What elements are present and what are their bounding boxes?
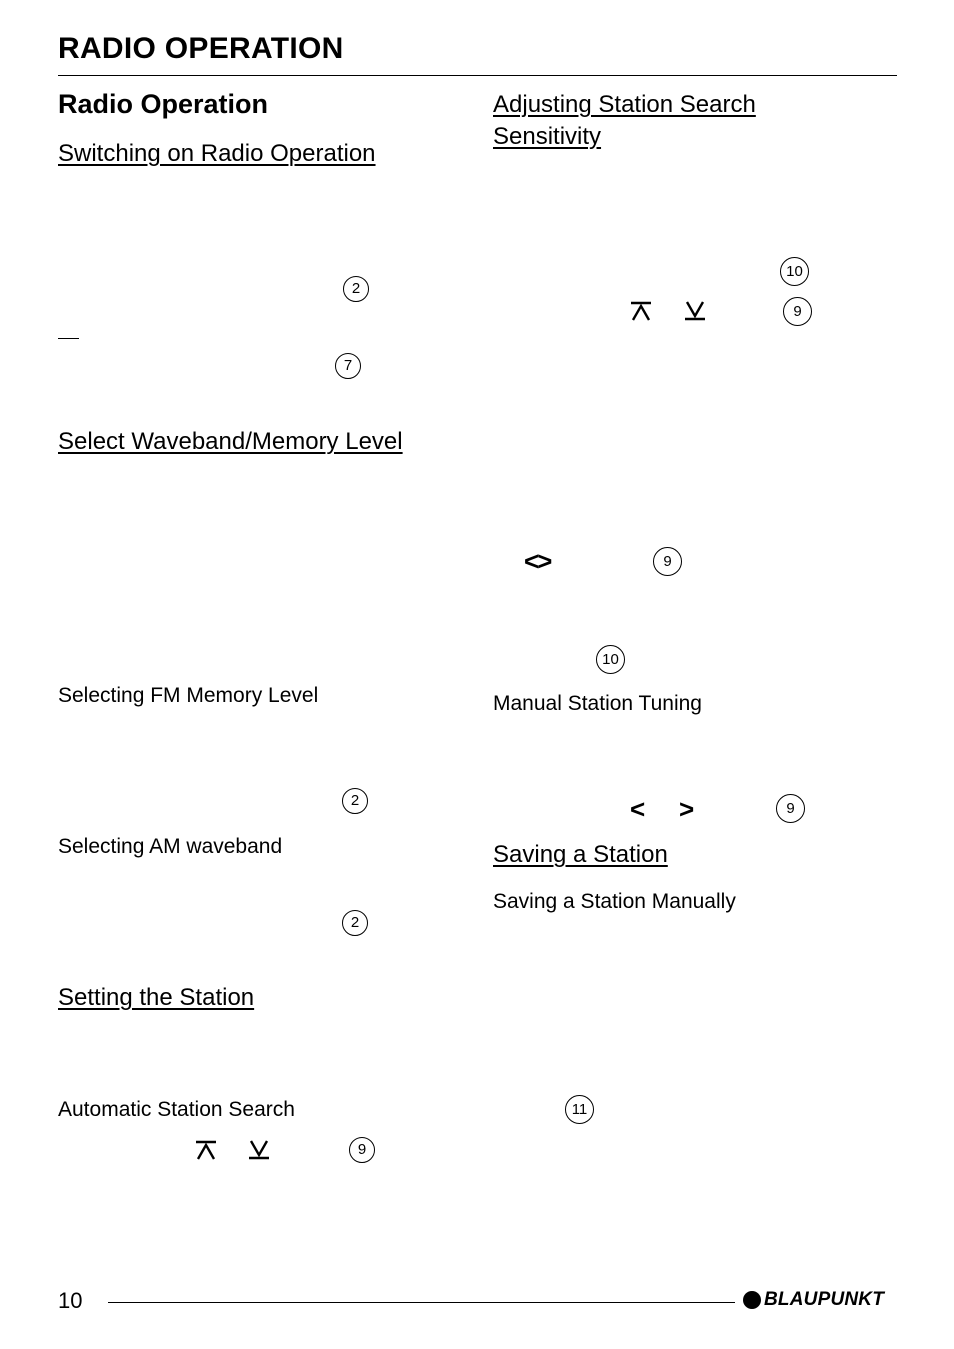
automatic-search-heading: Automatic Station Search: [58, 1098, 295, 1121]
fm-memory-heading: Selecting FM Memory Level: [58, 684, 319, 707]
setting-station-heading: Setting the Station: [58, 984, 255, 1011]
right-arrow-glyph: >: [679, 794, 695, 824]
callout-sensitivity-3: 10: [596, 645, 625, 674]
page-number: 10: [58, 1288, 83, 1313]
am-waveband-heading: Selecting AM waveband: [58, 835, 283, 858]
switching-on-heading: Switching on Radio Operation: [58, 140, 376, 167]
up-arrow-icon: [195, 1140, 217, 1160]
brand-dot-icon: [743, 1291, 761, 1309]
sensitivity-heading: Adjusting Station Search Sensitivity: [493, 91, 756, 150]
saving-station-heading: Saving a Station: [493, 841, 668, 868]
manual-tuning-heading: Manual Station Tuning: [493, 692, 702, 715]
callout-sensitivity-1: 10: [780, 257, 809, 286]
callout-leftright: 9: [653, 547, 682, 576]
callout-saving: 11: [565, 1095, 594, 1124]
brand-name: BLAUPUNKT: [764, 1289, 885, 1310]
down-arrow-icon: [684, 301, 706, 321]
saving-manually-heading: Saving a Station Manually: [493, 890, 736, 913]
page-title: RADIO OPERATION: [58, 32, 344, 65]
radio-operation-heading: Radio Operation: [58, 89, 269, 119]
dash-mark: [58, 338, 79, 339]
callout-switching-1: 2: [343, 276, 369, 302]
down-arrow-icon: [248, 1140, 270, 1160]
brand-logo: [743, 1289, 884, 1311]
callout-switching-2: 7: [335, 353, 361, 379]
left-right-glyph: <>: [524, 546, 551, 576]
title-rule: [58, 75, 897, 76]
callout-auto-search: 9: [349, 1137, 375, 1163]
callout-am: 2: [342, 910, 368, 936]
select-waveband-heading: Select Waveband/Memory Level: [58, 428, 403, 455]
footer-rule: [108, 1302, 735, 1303]
up-arrow-icon: [630, 301, 652, 321]
callout-manual: 9: [776, 794, 805, 823]
callout-fm: 2: [342, 788, 368, 814]
callout-sensitivity-2: 9: [783, 297, 812, 326]
left-arrow-glyph: <: [630, 794, 646, 824]
